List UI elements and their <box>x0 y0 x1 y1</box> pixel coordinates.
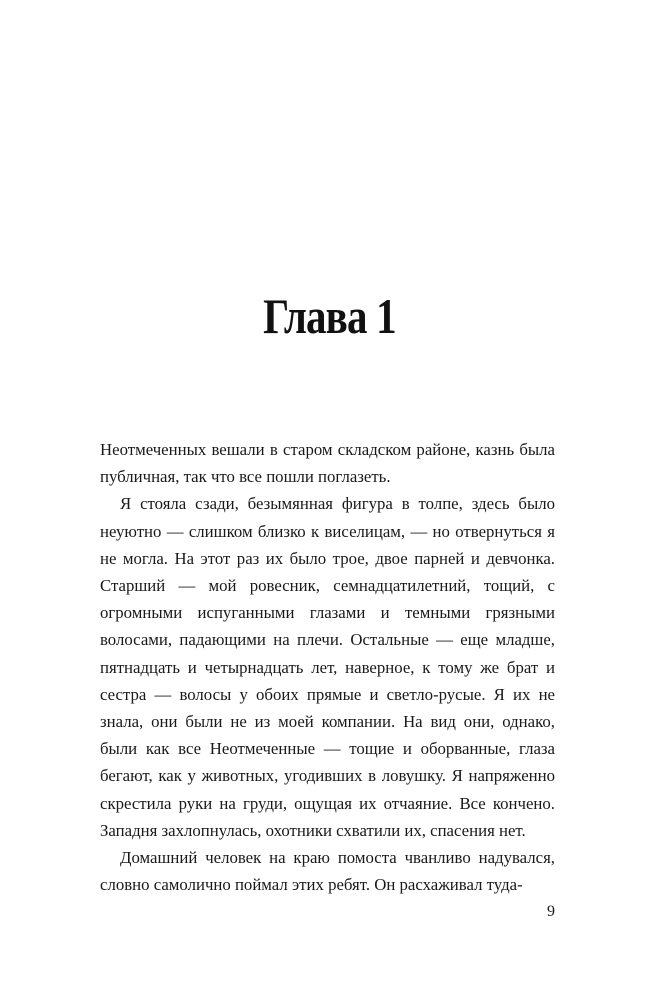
paragraph: Домашний человек на краю помоста чванливо надувался, словно самолично поймал этих ребят. Он расхаживал туда- <box>100 848 555 895</box>
paragraph: Неотмеченных вешали в старом складском районе, казнь была публичная, так что все пошли поглазеть. <box>100 440 555 487</box>
chapter-title: Глава 1 <box>263 288 396 344</box>
body-text <box>100 436 555 898</box>
paragraph: Я стояла сзади, безымянная фигура в толпе, здесь было неуютно — слишком близко к виселицам, — но отвернуться я не могла. На этот раз их было трое, двое парней и девчонка. Старший — мой ровесник, семнадцатилетний, тощий, с огромными испуганными глазами и темными грязными волосами, падающими на плечи. Остальные — еще младше, пятнадцать и четырнадцать лет, наверное, к тому же брат и сестра — волосы у обоих прямые и светло-русые. Я их не знала, они были не из моей компании. На вид они, однако, были как все Неотмеченные — тощие и оборванные, глаза бегают, как у животных, угодивших в ловушку. Я напряженно скрестила руки на груди, ощущая их отчаяние. Все кончено. Западня захлопнулась, охотники схватили их, спасения нет. <box>100 494 555 840</box>
page-number: 9 <box>547 903 555 920</box>
